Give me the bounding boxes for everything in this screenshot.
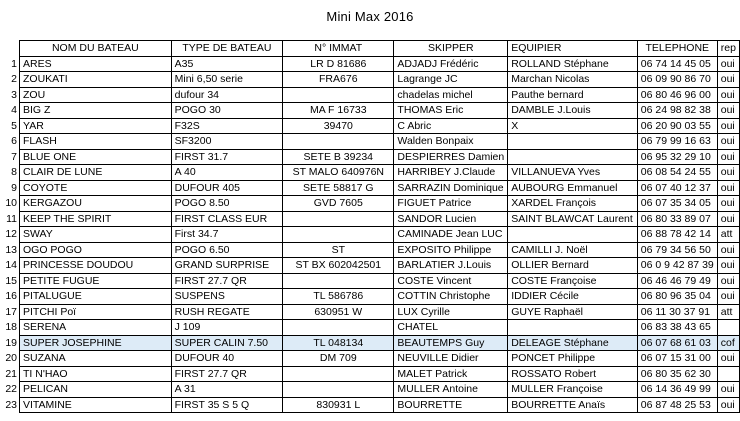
cell-crew[interactable]: ROLLAND Stéphane <box>508 56 638 72</box>
cell-skipper[interactable]: LUX Cyrille <box>394 304 508 320</box>
cell-reply[interactable]: oui <box>717 103 739 119</box>
cell-boat-type[interactable]: A35 <box>171 56 283 72</box>
cell-skipper[interactable]: COSTE Vincent <box>394 273 508 289</box>
cell-boat-type[interactable]: GRAND SURPRISE <box>171 258 283 274</box>
header-cell-phone[interactable]: TELEPHONE <box>637 41 717 57</box>
cell-boat-name[interactable]: SUZANA <box>20 351 172 367</box>
cell-skipper[interactable]: chadelas michel <box>394 87 508 103</box>
cell-reply[interactable]: oui <box>717 211 739 227</box>
header-cell-crew[interactable]: EQUIPIER <box>508 41 638 57</box>
cell-reply[interactable]: oui <box>717 180 739 196</box>
cell-crew[interactable]: OLLIER Bernard <box>508 258 638 274</box>
cell-row-number: 6 <box>0 134 20 150</box>
cell-registration[interactable]: ST BX 602042501 <box>283 258 394 274</box>
cell-crew[interactable] <box>508 149 638 165</box>
cell-phone[interactable]: 06 74 14 45 05 <box>637 56 717 72</box>
cell-crew[interactable]: BOURRETTE Anaïs <box>508 397 638 413</box>
cell-reply[interactable]: oui <box>717 258 739 274</box>
cell-reply[interactable]: oui <box>717 196 739 212</box>
cell-boat-type[interactable]: FIRST 27.7 QR <box>171 273 283 289</box>
cell-skipper[interactable]: MULLER Antoine <box>394 382 508 398</box>
cell-phone[interactable]: 06 20 90 03 55 <box>637 118 717 134</box>
cell-row-number: 8 <box>0 165 20 181</box>
cell-reply[interactable] <box>717 320 739 336</box>
cell-row-number: 5 <box>0 118 20 134</box>
cell-crew[interactable]: X <box>508 118 638 134</box>
cell-registration[interactable] <box>283 320 394 336</box>
cell-boat-name[interactable]: PELICAN <box>20 382 172 398</box>
cell-boat-type[interactable]: FIRST 27.7 QR <box>171 366 283 382</box>
cell-skipper[interactable]: EXPOSITO Philippe <box>394 242 508 258</box>
participants-table <box>0 40 740 413</box>
cell-registration[interactable] <box>283 273 394 289</box>
cell-crew[interactable]: CAMILLI J. Noël <box>508 242 638 258</box>
cell-row-number: 20 <box>0 351 20 367</box>
cell-boat-type[interactable]: J 109 <box>171 320 283 336</box>
cell-row-number: 21 <box>0 366 20 382</box>
table-row <box>0 335 740 351</box>
table-row <box>0 87 740 103</box>
cell-phone[interactable]: 06 79 34 56 50 <box>637 242 717 258</box>
cell-boat-type[interactable]: First 34.7 <box>171 227 283 243</box>
cell-phone[interactable]: 06 08 54 24 55 <box>637 165 717 181</box>
table-row <box>0 304 740 320</box>
cell-reply[interactable]: att <box>717 227 739 243</box>
cell-reply[interactable]: oui <box>717 72 739 88</box>
cell-skipper[interactable]: HARRIBEY J.Claude <box>394 165 508 181</box>
cell-phone[interactable]: 06 07 40 12 37 <box>637 180 717 196</box>
cell-registration[interactable]: LR D 81686 <box>283 56 394 72</box>
cell-row-number: 15 <box>0 273 20 289</box>
cell-phone[interactable]: 06 46 46 79 49 <box>637 273 717 289</box>
cell-phone[interactable]: 06 09 90 86 70 <box>637 72 717 88</box>
cell-boat-name[interactable]: SWAY <box>20 227 172 243</box>
cell-boat-name[interactable]: TI N'HAO <box>20 366 172 382</box>
cell-boat-name[interactable]: YAR <box>20 118 172 134</box>
table-row <box>0 289 740 305</box>
cell-boat-type[interactable]: POGO 8.50 <box>171 196 283 212</box>
cell-skipper[interactable]: C Abric <box>394 118 508 134</box>
cell-crew[interactable]: DAMBLE J.Louis <box>508 103 638 119</box>
cell-crew[interactable]: PONCET Philippe <box>508 351 638 367</box>
cell-row-number: 9 <box>0 180 20 196</box>
cell-crew[interactable]: Marchan Nicolas <box>508 72 638 88</box>
cell-row-number: 13 <box>0 242 20 258</box>
cell-boat-name[interactable]: ZOUKATI <box>20 72 172 88</box>
table-row <box>0 180 740 196</box>
cell-row-number: 22 <box>0 382 20 398</box>
header-cell-index <box>0 41 20 57</box>
table-row <box>0 258 740 274</box>
table-row <box>0 56 740 72</box>
cell-boat-name[interactable]: FLASH <box>20 134 172 150</box>
cell-reply[interactable]: oui <box>717 351 739 367</box>
cell-skipper[interactable]: Lagrange JC <box>394 72 508 88</box>
cell-phone[interactable]: 06 80 35 62 30 <box>637 366 717 382</box>
cell-row-number: 11 <box>0 211 20 227</box>
cell-boat-name[interactable]: PRINCESSE DOUDOU <box>20 258 172 274</box>
cell-reply[interactable]: oui <box>717 289 739 305</box>
cell-reply[interactable]: oui <box>717 242 739 258</box>
cell-phone[interactable]: 06 95 32 29 10 <box>637 149 717 165</box>
table-row <box>0 211 740 227</box>
cell-boat-type[interactable]: DUFOUR 40 <box>171 351 283 367</box>
cell-phone[interactable]: 06 07 15 31 00 <box>637 351 717 367</box>
cell-phone[interactable]: 06 83 38 43 65 <box>637 320 717 336</box>
cell-reply[interactable]: oui <box>717 382 739 398</box>
cell-registration[interactable] <box>283 87 394 103</box>
cell-registration[interactable]: TL 048134 <box>283 335 394 351</box>
cell-reply[interactable]: oui <box>717 165 739 181</box>
cell-phone[interactable]: 06 07 35 34 05 <box>637 196 717 212</box>
cell-boat-type[interactable]: FIRST 35 S 5 Q <box>171 397 283 413</box>
cell-crew[interactable]: COSTE Françoise <box>508 273 638 289</box>
cell-boat-type[interactable]: SUSPENS <box>171 289 283 305</box>
cell-phone[interactable]: 06 24 98 82 38 <box>637 103 717 119</box>
cell-boat-type[interactable]: A 31 <box>171 382 283 398</box>
cell-row-number: 3 <box>0 87 20 103</box>
cell-boat-type[interactable]: F32S <box>171 118 283 134</box>
header-cell-registration[interactable]: N° IMMAT <box>283 41 394 57</box>
cell-registration[interactable] <box>283 366 394 382</box>
cell-row-number: 12 <box>0 227 20 243</box>
cell-registration[interactable]: 630951 W <box>283 304 394 320</box>
header-cell-skipper[interactable]: SKIPPER <box>394 41 508 57</box>
sheet-title: Mini Max 2016 <box>326 9 414 24</box>
cell-reply[interactable] <box>717 366 739 382</box>
cell-boat-name[interactable]: KEEP THE SPIRIT <box>20 211 172 227</box>
cell-registration[interactable] <box>283 134 394 150</box>
cell-boat-name[interactable]: PITCHI Poï <box>20 304 172 320</box>
cell-registration[interactable] <box>283 382 394 398</box>
header-row <box>0 41 740 57</box>
table-row <box>0 366 740 382</box>
cell-registration[interactable]: TL 586786 <box>283 289 394 305</box>
cell-registration[interactable]: SETE B 39234 <box>283 149 394 165</box>
cell-boat-type[interactable]: A 40 <box>171 165 283 181</box>
cell-boat-name[interactable]: COYOTE <box>20 180 172 196</box>
table-row <box>0 103 740 119</box>
cell-phone[interactable]: 06 80 46 96 00 <box>637 87 717 103</box>
cell-skipper[interactable]: FIGUET Patrice <box>394 196 508 212</box>
header-cell-boat-name[interactable]: NOM DU BATEAU <box>20 41 172 57</box>
cell-reply[interactable]: oui <box>717 397 739 413</box>
cell-skipper[interactable]: BEAUTEMPS Guy <box>394 335 508 351</box>
table-row <box>0 227 740 243</box>
table-row <box>0 134 740 150</box>
cell-crew[interactable] <box>508 227 638 243</box>
cell-skipper[interactable]: SANDOR Lucien <box>394 211 508 227</box>
cell-row-number: 4 <box>0 103 20 119</box>
cell-phone[interactable]: 06 88 78 42 14 <box>637 227 717 243</box>
table-row <box>0 165 740 181</box>
table-row <box>0 351 740 367</box>
cell-registration[interactable]: GVD 7605 <box>283 196 394 212</box>
cell-reply[interactable]: cof <box>717 335 739 351</box>
cell-registration[interactable] <box>283 227 394 243</box>
cell-crew[interactable]: SAINT BLAWCAT Laurent <box>508 211 638 227</box>
cell-phone[interactable]: 06 11 30 37 91 <box>637 304 717 320</box>
cell-crew[interactable]: AUBOURG Emmanuel <box>508 180 638 196</box>
cell-boat-name[interactable]: OGO POGO <box>20 242 172 258</box>
cell-skipper[interactable]: SARRAZIN Dominique <box>394 180 508 196</box>
table-row <box>0 149 740 165</box>
cell-crew[interactable] <box>508 134 638 150</box>
cell-skipper[interactable]: COTTIN Christophe <box>394 289 508 305</box>
cell-skipper[interactable]: BOURRETTE <box>394 397 508 413</box>
cell-reply[interactable]: oui <box>717 56 739 72</box>
cell-phone[interactable]: 06 14 36 49 99 <box>637 382 717 398</box>
cell-phone[interactable]: 06 80 33 89 07 <box>637 211 717 227</box>
cell-reply[interactable]: oui <box>717 87 739 103</box>
cell-row-number: 7 <box>0 149 20 165</box>
cell-boat-type[interactable]: Mini 6,50 serie <box>171 72 283 88</box>
cell-row-number: 2 <box>0 72 20 88</box>
cell-crew[interactable]: IDDIER Cécile <box>508 289 638 305</box>
cell-boat-type[interactable]: POGO 30 <box>171 103 283 119</box>
table-row <box>0 397 740 413</box>
cell-skipper[interactable]: THOMAS Eric <box>394 103 508 119</box>
cell-row-number: 1 <box>0 56 20 72</box>
cell-crew[interactable]: Pauthe bernard <box>508 87 638 103</box>
cell-registration[interactable]: ST <box>283 242 394 258</box>
cell-boat-name[interactable]: BIG Z <box>20 103 172 119</box>
cell-reply[interactable]: oui <box>717 118 739 134</box>
cell-registration[interactable]: SETE 58817 G <box>283 180 394 196</box>
header-cell-boat-type[interactable]: TYPE DE BATEAU <box>171 41 283 57</box>
cell-boat-name[interactable]: SUPER JOSEPHINE <box>20 335 172 351</box>
cell-registration[interactable]: 39470 <box>283 118 394 134</box>
cell-crew[interactable]: MULLER Françoise <box>508 382 638 398</box>
cell-row-number: 19 <box>0 335 20 351</box>
table-row <box>0 72 740 88</box>
cell-boat-type[interactable]: dufour 34 <box>171 87 283 103</box>
cell-registration[interactable]: FRA676 <box>283 72 394 88</box>
cell-phone[interactable]: 06 07 68 61 03 <box>637 335 717 351</box>
cell-boat-name[interactable]: PETITE FUGUE <box>20 273 172 289</box>
cell-registration[interactable]: MA F 16733 <box>283 103 394 119</box>
cell-crew[interactable]: ROSSATO Robert <box>508 366 638 382</box>
cell-skipper[interactable]: CAMINADE Jean LUC <box>394 227 508 243</box>
cell-crew[interactable]: VILLANUEVA Yves <box>508 165 638 181</box>
cell-row-number: 10 <box>0 196 20 212</box>
cell-phone[interactable]: 06 0 9 42 87 39 <box>637 258 717 274</box>
cell-reply[interactable]: oui <box>717 149 739 165</box>
cell-boat-name[interactable]: SERENA <box>20 320 172 336</box>
table-row <box>0 196 740 212</box>
cell-registration[interactable]: ST MALO 640976N <box>283 165 394 181</box>
cell-skipper[interactable]: BARLATIER J.Louis <box>394 258 508 274</box>
cell-crew[interactable]: GUYE Raphaël <box>508 304 638 320</box>
cell-row-number: 16 <box>0 289 20 305</box>
cell-skipper[interactable]: NEUVILLE Didier <box>394 351 508 367</box>
cell-boat-type[interactable]: FIRST CLASS EUR <box>171 211 283 227</box>
cell-skipper[interactable]: MALET Patrick <box>394 366 508 382</box>
cell-registration[interactable]: DM 709 <box>283 351 394 367</box>
table-row <box>0 273 740 289</box>
cell-boat-type[interactable]: FIRST 31.7 <box>171 149 283 165</box>
cell-boat-name[interactable]: BLUE ONE <box>20 149 172 165</box>
cell-boat-name[interactable]: ZOU <box>20 87 172 103</box>
cell-reply[interactable]: att <box>717 304 739 320</box>
cell-registration[interactable] <box>283 211 394 227</box>
cell-boat-type[interactable]: DUFOUR 405 <box>171 180 283 196</box>
cell-row-number: 17 <box>0 304 20 320</box>
cell-boat-name[interactable]: KERGAZOU <box>20 196 172 212</box>
table-row <box>0 382 740 398</box>
table-row <box>0 118 740 134</box>
cell-boat-name[interactable]: PITALUGUE <box>20 289 172 305</box>
cell-crew[interactable]: DELEAGE Stéphane <box>508 335 638 351</box>
cell-boat-type[interactable]: POGO 6.50 <box>171 242 283 258</box>
cell-boat-type[interactable]: SUPER CALIN 7.50 <box>171 335 283 351</box>
cell-phone[interactable]: 06 80 96 35 04 <box>637 289 717 305</box>
cell-boat-type[interactable]: SF3200 <box>171 134 283 150</box>
cell-crew[interactable]: XARDEL François <box>508 196 638 212</box>
cell-row-number: 23 <box>0 397 20 413</box>
cell-boat-name[interactable]: VITAMINE <box>20 397 172 413</box>
cell-phone[interactable]: 06 87 48 25 53 <box>637 397 717 413</box>
cell-row-number: 18 <box>0 320 20 336</box>
cell-row-number: 14 <box>0 258 20 274</box>
table-row <box>0 242 740 258</box>
cell-reply[interactable]: oui <box>717 273 739 289</box>
cell-phone[interactable]: 06 79 99 16 63 <box>637 134 717 150</box>
cell-reply[interactable]: oui <box>717 134 739 150</box>
table-row <box>0 320 740 336</box>
cell-boat-name[interactable]: ARES <box>20 56 172 72</box>
cell-skipper[interactable]: Walden Bonpaix <box>394 134 508 150</box>
cell-boat-type[interactable]: RUSH REGATE <box>171 304 283 320</box>
header-cell-reply[interactable]: rep <box>717 41 739 57</box>
cell-skipper[interactable]: CHATEL <box>394 320 508 336</box>
cell-crew[interactable] <box>508 320 638 336</box>
cell-skipper[interactable]: DESPIERRES Damien <box>394 149 508 165</box>
cell-registration[interactable]: 830931 L <box>283 397 394 413</box>
cell-boat-name[interactable]: CLAIR DE LUNE <box>20 165 172 181</box>
cell-skipper[interactable]: ADJADJ Frédéric <box>394 56 508 72</box>
